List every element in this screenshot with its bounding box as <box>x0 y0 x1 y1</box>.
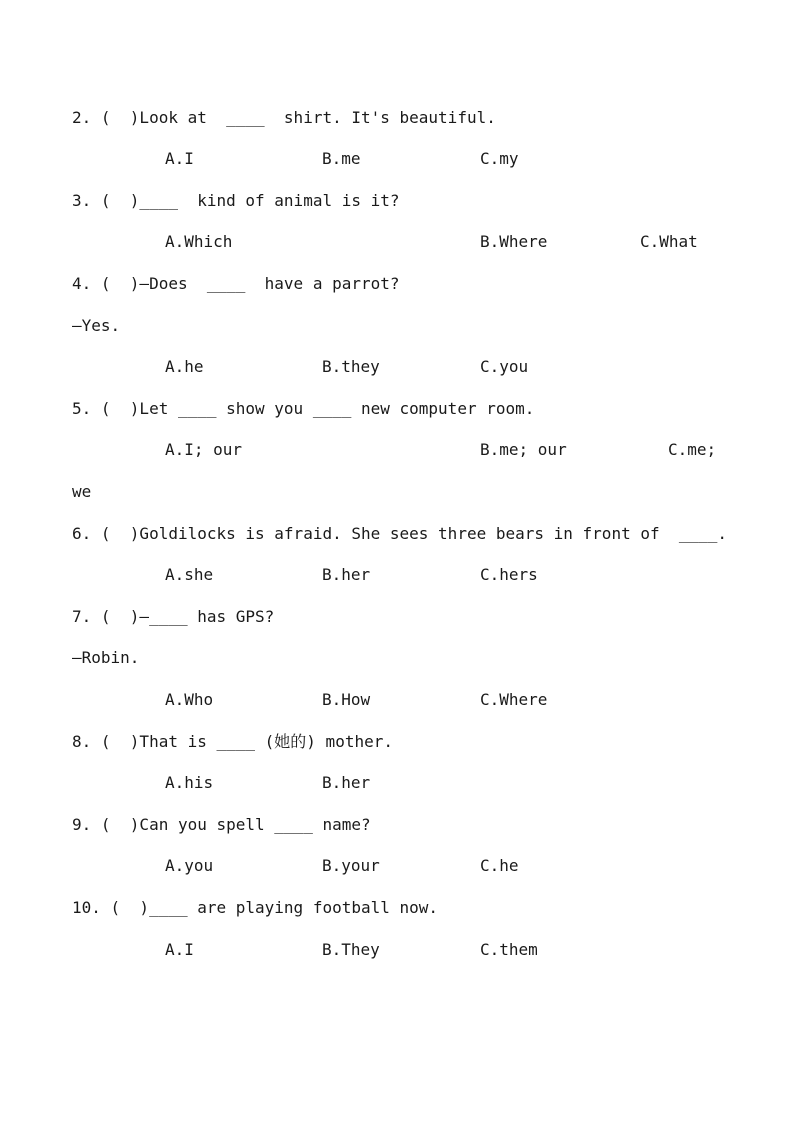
question-3-option-c: C.What <box>640 232 698 251</box>
question-6-option-a: A.she <box>165 565 214 584</box>
question-8-option-a: A.his <box>165 773 214 792</box>
question-2-option-c: C.my <box>480 149 519 168</box>
question-5-option-c: C.me; <box>668 440 717 459</box>
question-10-stem: 10. ( )____ are playing football now. <box>72 898 439 917</box>
question-8-stem: 8. ( )That is ____ (她的) mother. <box>72 732 393 751</box>
question-7-option-a: A.Who <box>165 690 214 709</box>
question-3-option-b: B.Where <box>480 232 548 251</box>
question-4-option-c: C.you <box>480 357 529 376</box>
question-10-option-a: A.I <box>165 940 194 959</box>
question-6-stem: 6. ( )Goldilocks is afraid. She sees three bears in front of ____. <box>72 524 728 543</box>
question-5-stem: 5. ( )Let ____ show you ____ new computer room. <box>72 399 535 418</box>
question-3-option-a: A.Which <box>165 232 233 251</box>
question-7-option-c: C.Where <box>480 690 548 709</box>
question-9-option-a: A.you <box>165 856 214 875</box>
question-2-option-a: A.I <box>165 149 194 168</box>
question-5-option-b: B.me; our <box>480 440 567 459</box>
question-5-option-c-wrap: we <box>72 482 92 501</box>
question-9-stem: 9. ( )Can you spell ____ name? <box>72 815 371 834</box>
question-7-stem: 7. ( )—____ has GPS? <box>72 607 275 626</box>
question-4-answer: —Yes. <box>72 316 121 335</box>
question-9-option-b: B.your <box>322 856 380 875</box>
question-10-option-b: B.They <box>322 940 380 959</box>
question-2-option-b: B.me <box>322 149 361 168</box>
question-9-option-c: C.he <box>480 856 519 875</box>
question-7-answer: —Robin. <box>72 648 140 667</box>
question-7-option-b: B.How <box>322 690 371 709</box>
question-4-option-a: A.he <box>165 357 204 376</box>
question-6-option-c: C.hers <box>480 565 538 584</box>
question-4-option-b: B.they <box>322 357 380 376</box>
question-8-option-b: B.her <box>322 773 371 792</box>
question-3-stem: 3. ( )____ kind of animal is it? <box>72 191 400 210</box>
question-10-option-c: C.them <box>480 940 538 959</box>
question-6-option-b: B.her <box>322 565 371 584</box>
question-4-stem: 4. ( )—Does ____ have a parrot? <box>72 274 400 293</box>
question-2-stem: 2. ( )Look at ____ shirt. It's beautiful. <box>72 108 496 127</box>
question-5-option-a: A.I; our <box>165 440 243 459</box>
